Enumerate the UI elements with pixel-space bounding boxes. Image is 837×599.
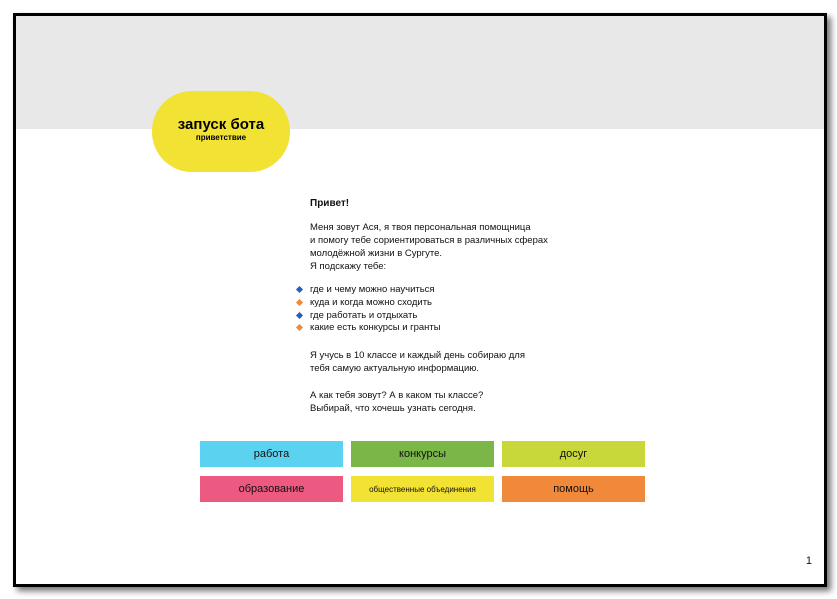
intro-line: молодёжной жизни в Сургуте. xyxy=(310,248,443,259)
diamond-bullet-icon xyxy=(296,312,303,319)
bot-message xyxy=(310,197,640,415)
list-item xyxy=(296,284,640,297)
title-pill xyxy=(152,91,290,172)
about-paragraph xyxy=(310,349,640,375)
slide-subtitle: приветствие xyxy=(195,133,247,142)
intro-line: Меня зовут Ася, я твоя персональная помощница xyxy=(310,222,531,233)
slide xyxy=(13,13,827,587)
about-line: Я учусь в 10 классе и каждый день собираю для xyxy=(310,350,525,362)
list-item-text: где и чему можно научиться xyxy=(310,284,435,295)
list-item xyxy=(296,322,640,335)
question-paragraph xyxy=(310,389,640,415)
diamond-bullet-icon xyxy=(296,286,303,293)
list-item-text: где работать и отдыхать xyxy=(310,309,418,321)
topic-list xyxy=(310,284,640,335)
help-button[interactable]: помощь xyxy=(502,476,645,502)
slide-title: запуск бота xyxy=(177,116,265,133)
intro-paragraph xyxy=(310,221,640,273)
list-item xyxy=(296,297,640,310)
question-line: А как тебя зовут? А в каком ты классе? xyxy=(310,390,484,402)
leisure-button[interactable]: досуг xyxy=(502,441,645,467)
work-button[interactable]: работа xyxy=(200,441,343,467)
about-line: тебя самую актуальную информацию. xyxy=(310,363,480,375)
header-band xyxy=(16,16,824,129)
education-button[interactable]: образование xyxy=(200,476,343,502)
list-item-text: куда и когда можно сходить xyxy=(310,296,433,308)
list-item xyxy=(296,310,640,323)
intro-line: Я подскажу тебе: xyxy=(310,261,387,272)
diamond-bullet-icon xyxy=(296,299,303,306)
public-associations-button[interactable]: общественные объединения xyxy=(351,476,494,502)
contests-button[interactable]: конкурсы xyxy=(351,441,494,467)
page-number: 1 xyxy=(805,555,812,567)
diamond-bullet-icon xyxy=(296,324,303,331)
intro-line: и помогу тебе сориентироваться в различных сферах xyxy=(310,235,548,246)
greeting: Привет! xyxy=(310,198,350,209)
question-line: Выбирай, что хочешь узнать сегодня. xyxy=(310,403,476,415)
list-item-text: какие есть конкурсы и гранты xyxy=(310,322,441,334)
